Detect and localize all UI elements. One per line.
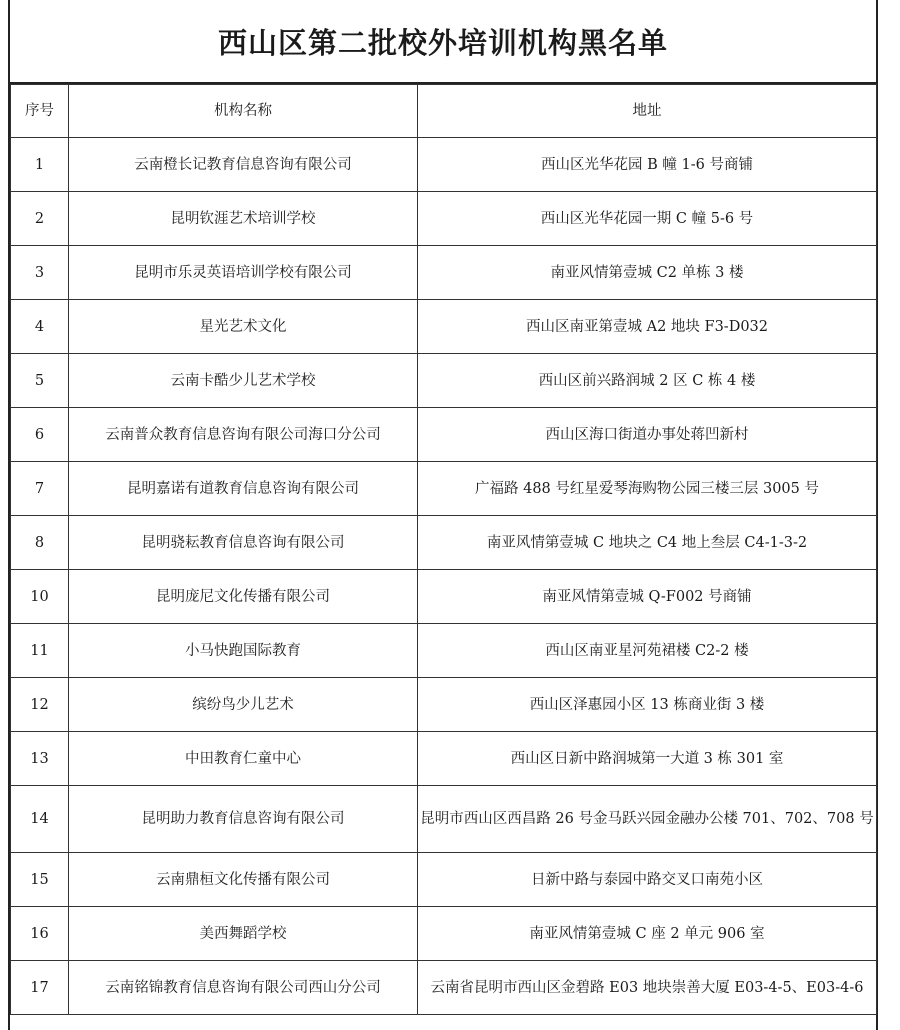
table-row xyxy=(11,354,877,408)
institution-address: 西山区海口街道办事处蒋凹新村 xyxy=(418,408,877,462)
institution-address: 西山区光华花园 B 幢 1-6 号商铺 xyxy=(418,138,877,192)
blacklist-sheet xyxy=(8,0,878,1030)
institution-address: 南亚风情第壹城 Q-F002 号商铺 xyxy=(418,570,877,624)
table-row xyxy=(11,732,877,786)
table-row xyxy=(11,192,877,246)
table-row xyxy=(11,624,877,678)
institution-address: 南亚风情第壹城 C2 单栋 3 楼 xyxy=(418,246,877,300)
institution-name: 昆明市乐灵英语培训学校有限公司 xyxy=(69,246,418,300)
institution-name: 云南普众教育信息咨询有限公司海口分公司 xyxy=(69,408,418,462)
table-row xyxy=(11,246,877,300)
institution-address: 西山区泽惠园小区 13 栋商业街 3 楼 xyxy=(418,678,877,732)
institution-name: 云南卡酷少儿艺术学校 xyxy=(69,354,418,408)
institution-address: 西山区南亚星河苑裙楼 C2-2 楼 xyxy=(418,624,877,678)
table-row xyxy=(11,462,877,516)
table-row xyxy=(11,408,877,462)
institution-address: 西山区光华花园一期 C 幢 5-6 号 xyxy=(418,192,877,246)
table-row xyxy=(11,138,877,192)
institution-name: 美西舞蹈学校 xyxy=(69,907,418,961)
institution-name: 云南鼎桓文化传播有限公司 xyxy=(69,853,418,907)
row-number: 8 xyxy=(11,516,69,570)
institution-name: 云南铭锦教育信息咨询有限公司西山分公司 xyxy=(69,961,418,1015)
institution-address: 西山区南亚第壹城 A2 地块 F3-D032 xyxy=(418,300,877,354)
table-row xyxy=(11,853,877,907)
institution-address: 广福路 488 号红星爱琴海购物公园三楼三层 3005 号 xyxy=(418,462,877,516)
row-number: 14 xyxy=(11,786,69,853)
row-number: 7 xyxy=(11,462,69,516)
institution-name: 昆明嘉诺有道教育信息咨询有限公司 xyxy=(69,462,418,516)
row-number: 12 xyxy=(11,678,69,732)
table-row xyxy=(11,678,877,732)
row-number: 3 xyxy=(11,246,69,300)
institution-name: 缤纷鸟少儿艺术 xyxy=(69,678,418,732)
row-number: 6 xyxy=(11,408,69,462)
row-number: 1 xyxy=(11,138,69,192)
institution-address: 西山区日新中路润城第一大道 3 栋 301 室 xyxy=(418,732,877,786)
institution-address: 南亚风情第壹城 C 地块之 C4 地上叁层 C4-1-3-2 xyxy=(418,516,877,570)
institution-address: 西山区前兴路润城 2 区 C 栋 4 楼 xyxy=(418,354,877,408)
header-row xyxy=(11,85,877,138)
header-no: 序号 xyxy=(11,85,69,138)
title-row xyxy=(10,0,876,84)
document-title: 西山区第二批校外培训机构黑名单 xyxy=(217,25,668,60)
institution-name: 星光艺术文化 xyxy=(69,300,418,354)
institution-name: 小马快跑国际教育 xyxy=(69,624,418,678)
table-row xyxy=(11,786,877,853)
header-name: 机构名称 xyxy=(69,85,418,138)
institution-name: 昆明骁耘教育信息咨询有限公司 xyxy=(69,516,418,570)
row-number: 17 xyxy=(11,961,69,1015)
institution-name: 昆明钦涯艺术培训学校 xyxy=(69,192,418,246)
table-row xyxy=(11,907,877,961)
table-row xyxy=(11,300,877,354)
table-row xyxy=(11,961,877,1015)
table-row xyxy=(11,570,877,624)
institution-name: 昆明助力教育信息咨询有限公司 xyxy=(69,786,418,853)
table-body xyxy=(11,138,877,1015)
institution-address: 昆明市西山区西昌路 26 号金马跃兴园金融办公楼 701、702、708 号 xyxy=(418,786,877,853)
header-address: 地址 xyxy=(418,85,877,138)
row-number: 13 xyxy=(11,732,69,786)
institution-address: 南亚风情第壹城 C 座 2 单元 906 室 xyxy=(418,907,877,961)
institution-address: 日新中路与泰园中路交叉口南苑小区 xyxy=(418,853,877,907)
institution-address: 云南省昆明市西山区金碧路 E03 地块崇善大厦 E03-4-5、E03-4-6 xyxy=(418,961,877,1015)
institution-name: 中田教育仁童中心 xyxy=(69,732,418,786)
row-number: 2 xyxy=(11,192,69,246)
row-number: 5 xyxy=(11,354,69,408)
row-number: 11 xyxy=(11,624,69,678)
institution-name: 云南橙长记教育信息咨询有限公司 xyxy=(69,138,418,192)
institution-name: 昆明庞尼文化传播有限公司 xyxy=(69,570,418,624)
table-row xyxy=(11,516,877,570)
row-number: 4 xyxy=(11,300,69,354)
row-number: 16 xyxy=(11,907,69,961)
row-number: 15 xyxy=(11,853,69,907)
blacklist-table xyxy=(10,84,877,1015)
row-number: 10 xyxy=(11,570,69,624)
